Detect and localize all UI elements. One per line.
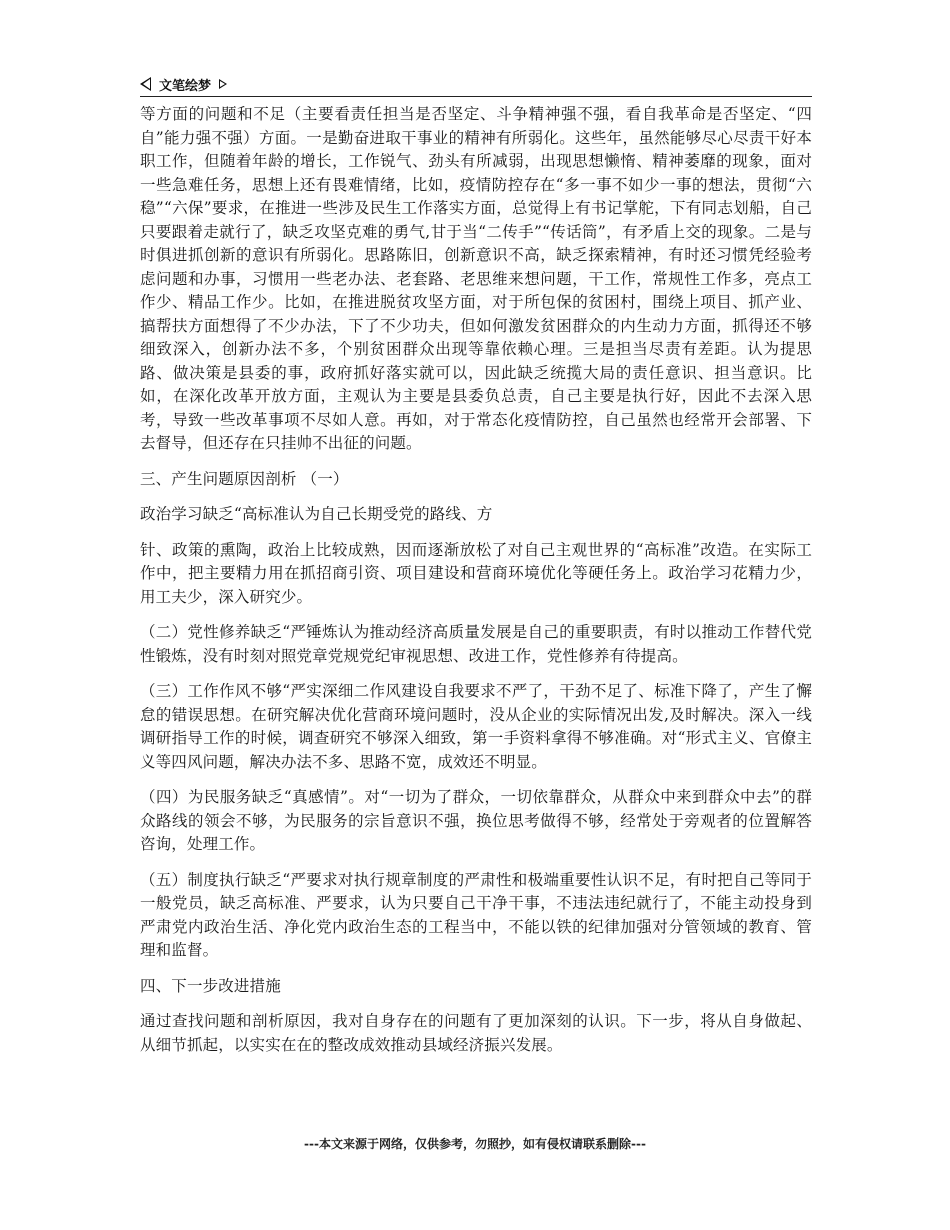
paragraph-cause-1: 针、政策的熏陶，政治上比较成熟，因而逐渐放松了对自己主观世界的“高标准”改造。在实际工作中，把主要精力用在抓招商引资、项目建设和营商环境优化等硬任务上。政治学习花精力少，用工夫少，深入研究少。	[140, 540, 812, 606]
page-header	[140, 72, 810, 96]
section-heading-causes: 三、产生问题原因剖析 （一）	[140, 469, 349, 488]
paragraph-problems: 等方面的问题和不足（主要看责任担当是否坚定、斗争精神强不强，看自我革命是否坚定、“四自”能力强不强）方面。一是勤奋进取干事业的精神有所弱化。这些年，虽然能够尽心尽责干好本职工作，但随着年龄的增长，工作锐气、劲头有所减弱，出现思想懒惰、精神萎靡的现象，面对一些急难任务，思想上还有畏难情绪，比如，疫情防控存在“多一事不如少一事的想法，贯彻“六稳”“六保”要求，在推进一些涉及民生工作落实方面，总觉得上有书记掌舵，下有同志划船，自己只要跟着走就行了，缺乏攻坚克难的勇气,甘于当“二传手”“传话筒”，有矛盾上交的现象。二是与时俱进抓创新的意识有所弱化。思路陈旧，创新意识不高，缺乏探索精神，有时还习惯凭经验考虑问题和办事，习惯用一些老办法、老套路、老思维来想问题，干工作，常规性工作多，亮点工作少、精品工作少。比如，在推进脱贫攻坚方面，对于所包保的贫困村，围绕上项目、抓产业、搞帮扶方面想得了不少办法，下了不少功夫，但如何激发贫困群众的内生动力方面，抓得还不够细致深入，创新办法不多，个别贫困群众出现等靠依赖心理。三是担当尽责有差距。认为提思路、做决策是县委的事，政府抓好落实就可以，因此缺乏统揽大局的责任意识、担当意识。比如，在深化改革开放方面，主观认为主要是县委负总责，自己主要是执行好，因此不去深入思考，导致一些改革事项不尽如人意。再如，对于常态化疫情防控，自己虽然也经常开会部署、下去督导，但还存在只挂帅不出征的问题。	[140, 105, 812, 452]
paragraph-cause-4: （四）为民服务缺乏“真感情”。对“一切为了群众，一切依靠群众，从群众中来到群众中去”的群众路线的领会不够，为民服务的宗旨意识不强，换位思考做得不够，经常处于旁观者的位置解答咨询，处理工作。	[140, 788, 812, 853]
paragraph-measures: 通过查找问题和剖析原因，我对自身存在的问题有了更加深刻的认识。下一步，将从自身做起、从细节抓起，以实实在在的整改成效推动县域经济振兴发展。	[140, 1012, 812, 1054]
paragraph-cause-3: （三）工作作风不够“严实深细二作风建设自我要求不严了，干劲不足了、标准下降了，产生了懈怠的错误思想。在研究解决优化营商环境问题时，没从企业的实际情况出发,及时解决。深入一线调研指导工作的时候，调查研究不够深入细致，第一手资料拿得不够准确。对“形式主义、官僚主义等四风问题，解决办法不多、思路不宽，成效还不明显。	[140, 682, 812, 771]
paragraph-cause-2: （二）党性修养缺乏“严锤炼认为推动经济高质量发展是自己的重要职责，有时以推动工作替代党性锻炼，没有时刻对照党章党规党纪审视思想、改进工作，党性修养有待提高。	[140, 623, 812, 665]
paragraph-cause-5: （五）制度执行缺乏“严要求对执行规章制度的严肃性和极端重要性认识不足，有时把自己等同于一般党员，缺乏高标准、严要求，认为只要自己干净干事，不违法违纪就行了，不能主动投身到严肃党内政治生活、净化党内政治生态的工程当中，不能以铁的纪律加强对分管领域的教育、管理和监督。	[140, 870, 812, 959]
section-heading-measures: 四、下一步改进措施	[140, 976, 281, 995]
triangle-right-icon	[219, 79, 227, 89]
page-footer: ---本文来源于网络，仅供参考，勿照抄，如有侵权请联系删除---	[304, 1137, 646, 1151]
header-divider	[140, 96, 812, 97]
document-body	[140, 103, 812, 1069]
paragraph-cause-1-intro: 政治学习缺乏“高标准认为自己长期受党的路线、方	[140, 505, 493, 523]
triangle-left-icon	[140, 77, 151, 91]
header-brand: 文笔绘梦	[159, 78, 212, 94]
